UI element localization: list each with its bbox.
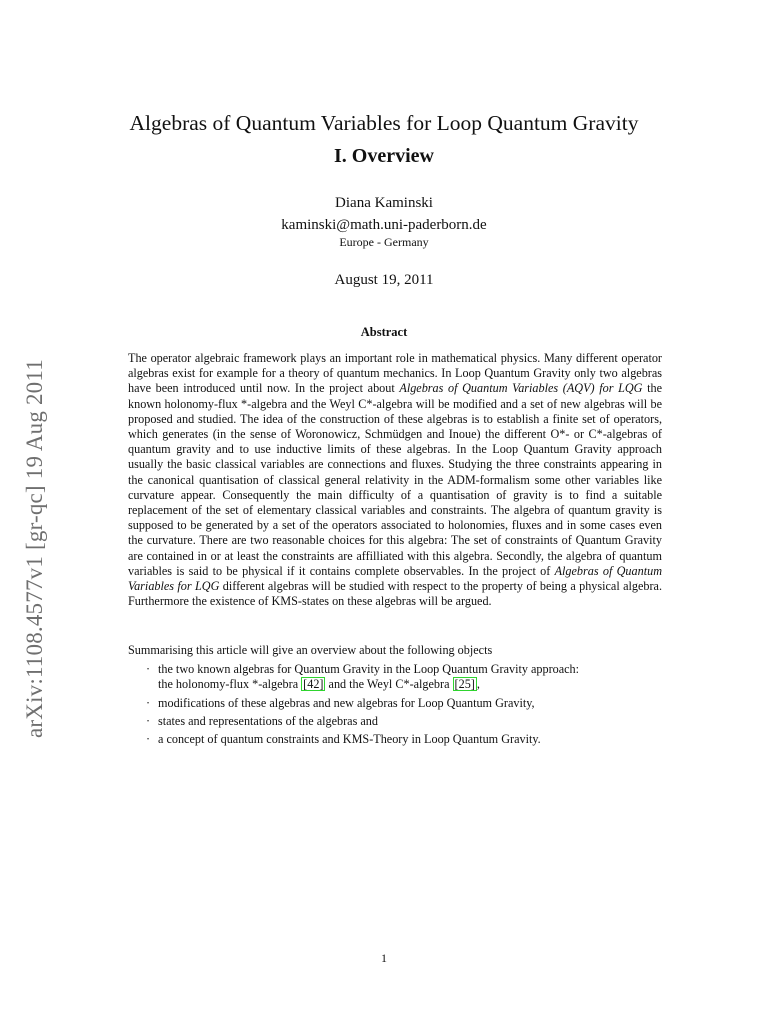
arxiv-sidebar-stamp: arXiv:1108.4577v1 [gr-qc] 19 Aug 2011 xyxy=(22,359,47,738)
page-number: 1 xyxy=(381,951,387,965)
bullet-icon: · xyxy=(146,695,151,710)
citation-link[interactable]: [42] xyxy=(303,677,324,692)
abstract-paragraph xyxy=(128,351,662,609)
list-item-text: states and representations of the algebras and xyxy=(158,713,378,728)
summary-list xyxy=(128,662,662,747)
abstract-italic-2: Algebras of Quantum Variables for LQG xyxy=(128,563,662,594)
list-item-text: a concept of quantum constraints and KMS-Theory in Loop Quantum Gravity. xyxy=(158,732,541,747)
summary-section xyxy=(128,643,662,750)
citation-link[interactable]: [25] xyxy=(454,677,475,692)
list-item xyxy=(128,696,662,711)
bullet-icon: · xyxy=(146,732,151,747)
list-item-text: , xyxy=(476,677,480,692)
author-email[interactable]: kaminski@math.uni-paderborn.de xyxy=(281,217,487,233)
author-name: Diana Kaminski xyxy=(335,195,433,211)
list-item-text: the holonomy-flux *-algebra xyxy=(158,677,302,692)
list-item xyxy=(128,714,662,729)
paper-title: Algebras of Quantum Variables for Loop Quantum Gravity xyxy=(129,111,639,135)
abstract-text-3: different algebras will be studied with respect to the property of being a physical algebra. Furthermore the existence of KMS-states on these algebras will be argued. xyxy=(128,579,663,609)
paper-date: August 19, 2011 xyxy=(334,272,434,288)
list-item-text: modifications of these algebras and new algebras for Loop Quantum Gravity, xyxy=(158,695,535,710)
bullet-icon: · xyxy=(146,713,151,728)
author-affiliation: Europe - Germany xyxy=(339,235,429,249)
paper-subtitle: I. Overview xyxy=(334,145,434,167)
bullet-icon: · xyxy=(146,662,151,677)
list-item-text: the two known algebras for Quantum Gravity in the Loop Quantum Gravity approach: xyxy=(158,662,580,677)
abstract-italic-1: Algebras of Quantum Variables (AQV) for LQG xyxy=(399,381,643,396)
abstract-body xyxy=(128,351,662,609)
list-item xyxy=(128,732,662,747)
summary-intro: Summarising this article will give an overview about the following objects xyxy=(128,643,493,657)
abstract-text-1: The operator algebraic framework plays an important role in mathematical physics. Many different operator algebras exist for example for a theory of quantum mechanics. In Loop Quantum Gravity only two algebras have been introduced until now. In the project about xyxy=(128,351,662,396)
list-item-text: and the Weyl C*-algebra xyxy=(325,677,453,692)
abstract-text-2: the known holonomy-flux *-algebra and the Weyl C*-algebra will be modified and a set of new algebras will be proposed and studied. The idea of the construction of these algebras is to establish a finite set of operators, which generates (in the sense of Woronowicz, Schmüdgen and Inoue) the different O*- or C*-algebras of quantum gravity and to use inductive limits of these algebras. In the Loop Quantum Gravity approach usually the basic classical variables are connections and fluxes. Studying the three constraints appearing in the canonical quantisation of classical general relativity in the ADM-formalism some other variables like curvature appear. Consequently the main difficulty of a quantisation of gravity is to find a suitable replacement of the set of elementary classical variables and constraints. The algebra of quantum gravity is supposed to be generated by a set of the operators associated to holonomies, fluxes and in some cases even the curvature. There are two reasonable choices for this algebra: The set of constraints of Quantum Gravity are contained in or at least the constraints are affilliated with this algebra. Secondly, the algebra of quantum variables is said to be physical if it contains complete observables. In the project of xyxy=(128,381,663,578)
abstract-heading: Abstract xyxy=(360,325,408,339)
list-item xyxy=(128,662,662,692)
